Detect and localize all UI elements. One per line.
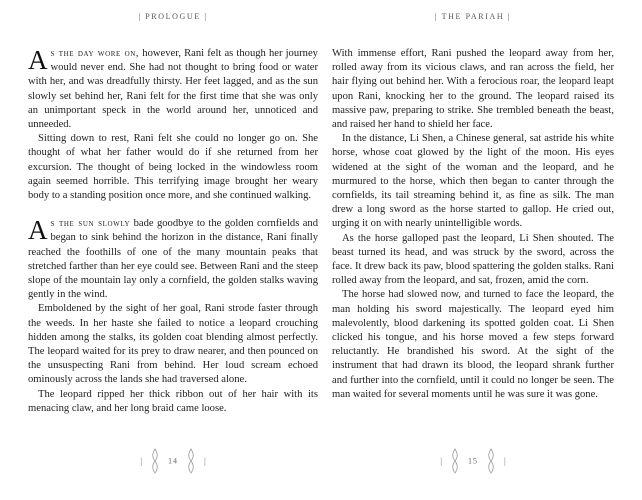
running-head-left: | PROLOGUE | [138, 12, 208, 21]
drop-cap: A [28, 45, 48, 75]
left-page [28, 0, 318, 500]
fleuron-ornament-icon [150, 448, 160, 474]
fleuron-ornament-icon [450, 448, 460, 474]
left-page-body [28, 47, 318, 416]
paragraph: Sitting down to rest, Rani felt she could no longer go on. She thought of what her father would do if she returned from her excursion. The thought of being locked in the windowless room again seemed horrible. This terrifying image brought her weary body to a standing position once more, and she continued walking. [28, 133, 318, 202]
paragraph: In the distance, Li Shen, a Chinese general, sat astride his white horse, whose coat glowed by the light of the moon. His eyes widened at the sight of the woman and the leopard, and he murmured to the horse, which then began to canter through the cornfields, its tail streaming behind it, as fine as silk. The man drew a long sword as the horse started to gallop. He cried out, urging it on with nearly unintelligible words. [332, 133, 614, 230]
right-page-body [332, 47, 614, 402]
paragraph: The horse had slowed now, and turned to face the leopard, the man holding his sword majestically. The leopard eyed him malevolently, blood darkening its spotted golden coat. Li Shen clicked his tongue, and his horse moved a few steps forward reluctantly. He brandished his sword. At the sight of the instrument that had drawn its blood, the leopard shrank further and further into the cornfield, until it could no longer be seen. The man waited for several moments until he was sure it was gone. [332, 289, 614, 400]
running-head-right: | THE PARIAH | [434, 12, 512, 21]
page-number: 14 [168, 456, 178, 466]
folio-left: | 14 | [28, 448, 318, 474]
small-caps-lead: s the day wore on, [50, 48, 140, 59]
paragraph [28, 47, 318, 132]
page-number: 15 [468, 456, 478, 466]
drop-cap: A [28, 215, 48, 246]
right-page [332, 0, 614, 500]
paragraph: The leopard ripped her thick ribbon out of her hair with its menacing claw, and her long braid came loose. [28, 388, 318, 414]
paragraph [28, 217, 318, 302]
paragraph-text: however, Rani felt as though her journey would never end. She had not thought to bring food or water with her, and was dreadfully thirsty. Her feet lagged, and as the sun slowly set behind her, Rani felt for the first time that she was only an unimportant speck in the world around her, unnoticed and unneeded. [28, 48, 318, 131]
folio-right: | 15 | [332, 448, 614, 474]
paragraph: With immense effort, Rani pushed the leopard away from her, rolled away from its vicious claws, and ran across the field, her hair flying out behind her. With a ferocious roar, the leopard leapt upon Rani, knocking her to the ground. The leopard raised its massive paw, preparing to strike. She trembled beneath the beast, and raised her hand to shield her face. [332, 48, 614, 131]
fleuron-ornament-icon [486, 448, 496, 474]
paragraph: Emboldened by the sight of her goal, Rani strode faster through the weeds. In her haste she failed to notice a leopard crouching hidden among the stalks, its golden coat blending almost perfectly. The leopard waited for its prey to draw nearer, and then pounced on the unsuspecting Rani from behind. Her loud scream echoed ominously across the lands she had traversed alone. [28, 303, 318, 386]
paragraph-text: bade goodbye to the golden cornfields and began to sink behind the horizon in the distance, Rani finally reached the foothills of one of the many mountain peaks that stretched farther than her eye could see. Between Rani and the steep slope of the mountain lay only a cornfield, the golden stalks waving gently in the wind. [28, 218, 318, 301]
fleuron-ornament-icon [186, 448, 196, 474]
paragraph: As the horse galloped past the leopard, Li Shen shouted. The beast turned its head, and was struck by the sword, across the face. It drew back its paw, blood spattering the golden stalks. Rani rolled away from the leopard, and sat, frozen, amid the corn. [332, 232, 614, 287]
small-caps-lead: s the sun slowly [50, 218, 131, 230]
